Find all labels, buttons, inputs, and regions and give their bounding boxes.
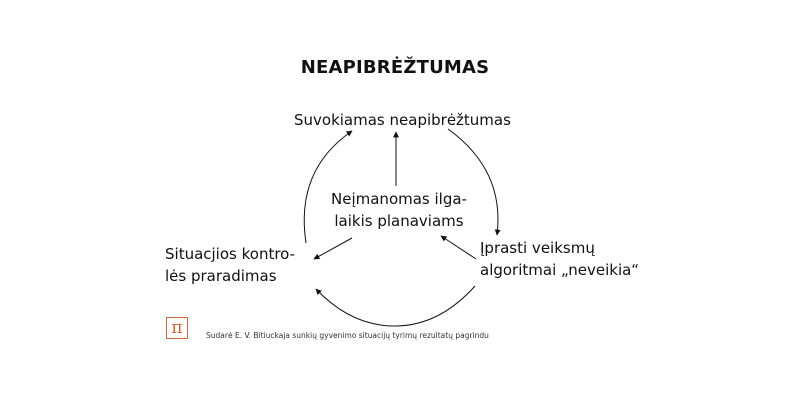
- arc-right-to-left: [316, 286, 475, 326]
- node-planning-impossible: [320, 188, 478, 232]
- node-left-line2: lės praradimas: [165, 267, 277, 285]
- node-center-line1: Neįmanomas ilga-: [331, 190, 467, 208]
- node-right-line2: algoritmai „neveikia“: [480, 261, 640, 279]
- arrow-right-to-center: [441, 236, 476, 259]
- node-left-line1: Situacjios kontro-: [165, 245, 296, 263]
- node-top-line1: Suvokiamas neapibrėžtumas: [294, 111, 511, 129]
- node-right-line1: Įprasti veiksmų: [480, 239, 595, 257]
- pi-logo-glyph: π: [171, 318, 183, 338]
- pi-logo-icon: [166, 317, 188, 339]
- node-algorithms-fail: [480, 237, 639, 281]
- source-footnote: Sudarė E. V. Bitiuckaja sunkių gyvenimo situacijų tyrimų rezultatų pagrindu: [206, 331, 489, 340]
- node-center-line2: laikis planaviams: [334, 212, 464, 230]
- node-perceived-uncertainty: [294, 109, 511, 131]
- arrow-center-to-left: [314, 238, 352, 259]
- diagram-title: NEAPIBRĖŽTUMAS: [300, 57, 490, 78]
- node-loss-of-control: [165, 243, 295, 287]
